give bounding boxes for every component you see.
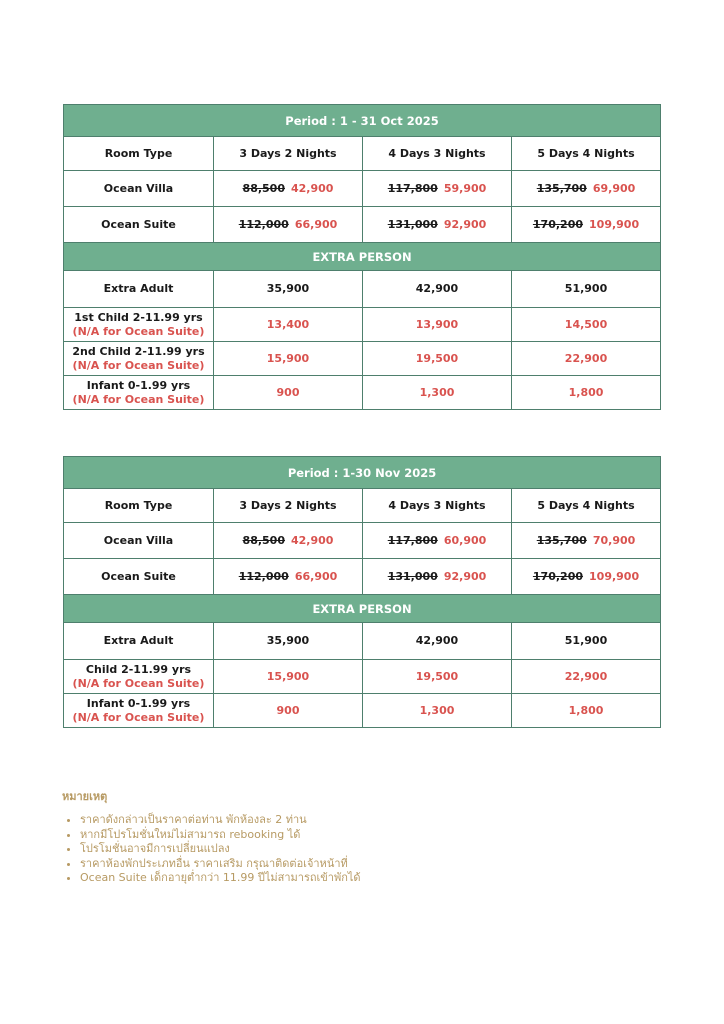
price-cell bbox=[214, 523, 363, 559]
extra-price: 13,400 bbox=[214, 308, 363, 342]
extra-label-text: 2nd Child 2-11.99 yrs bbox=[72, 344, 205, 358]
table-row bbox=[64, 342, 661, 376]
price-cell bbox=[512, 523, 661, 559]
extra-price: 51,900 bbox=[512, 623, 661, 660]
old-price: 117,800 bbox=[387, 533, 438, 547]
extra-label bbox=[64, 694, 214, 728]
extra-price: 13,900 bbox=[363, 308, 512, 342]
promo-price: 60,900 bbox=[443, 533, 487, 547]
table-row bbox=[64, 171, 661, 207]
extra-note: (N/A for Ocean Suite) bbox=[72, 710, 205, 724]
extra-price: 1,800 bbox=[512, 376, 661, 410]
extra-price: 22,900 bbox=[512, 342, 661, 376]
table-row bbox=[64, 207, 661, 243]
price-cell bbox=[363, 523, 512, 559]
extra-price: 900 bbox=[214, 376, 363, 410]
promo-price: 92,900 bbox=[443, 569, 487, 583]
list-item: • Ocean Suite เด็กอายุต่ำกว่า 11.99 ปีไม่สามารถเข้าพักได้ bbox=[80, 871, 662, 886]
column-header: 3 Days 2 Nights bbox=[214, 489, 363, 523]
column-header: 5 Days 4 Nights bbox=[512, 489, 661, 523]
table-row bbox=[64, 271, 661, 308]
extra-price: 22,900 bbox=[512, 660, 661, 694]
column-header: 3 Days 2 Nights bbox=[214, 137, 363, 171]
list-item: • โปรโมชั่นอาจมีการเปลี่ยนแปลง bbox=[80, 842, 662, 857]
old-price: 88,500 bbox=[242, 533, 285, 547]
price-cell bbox=[512, 171, 661, 207]
column-header: 5 Days 4 Nights bbox=[512, 137, 661, 171]
column-header: 4 Days 3 Nights bbox=[363, 137, 512, 171]
room-name: Ocean Villa bbox=[64, 523, 214, 559]
old-price: 131,000 bbox=[387, 217, 438, 231]
old-price: 112,000 bbox=[238, 569, 289, 583]
promo-price: 70,900 bbox=[592, 533, 636, 547]
extra-price: 35,900 bbox=[214, 623, 363, 660]
extra-price: 14,500 bbox=[512, 308, 661, 342]
extra-price: 51,900 bbox=[512, 271, 661, 308]
old-price: 117,800 bbox=[387, 181, 438, 195]
price-cell bbox=[214, 171, 363, 207]
room-name: Ocean Villa bbox=[64, 171, 214, 207]
list-item: • ราคาห้องพักประเภทอื่น ราคาเสริม กรุณาติดต่อเจ้าหน้าที่ bbox=[80, 857, 662, 872]
table-row bbox=[64, 559, 661, 595]
remarks-list bbox=[62, 813, 662, 886]
price-cell bbox=[214, 559, 363, 595]
extra-note: (N/A for Ocean Suite) bbox=[72, 358, 205, 372]
extra-label bbox=[64, 376, 214, 410]
promo-price: 42,900 bbox=[291, 181, 334, 195]
extra-price: 900 bbox=[214, 694, 363, 728]
table-row bbox=[64, 623, 661, 660]
extra-price: 42,900 bbox=[363, 623, 512, 660]
extra-note: (N/A for Ocean Suite) bbox=[72, 676, 205, 690]
table-row bbox=[64, 660, 661, 694]
promo-price: 109,900 bbox=[589, 217, 640, 231]
old-price: 170,200 bbox=[532, 217, 584, 231]
promo-price: 59,900 bbox=[443, 181, 487, 195]
list-item: • ราคาดังกล่าวเป็นราคาต่อท่าน พักห้องละ 2 ท่าน bbox=[80, 813, 662, 828]
extra-person-title: EXTRA PERSON bbox=[64, 243, 661, 271]
promo-price: 66,900 bbox=[294, 217, 338, 231]
extra-price: 35,900 bbox=[214, 271, 363, 308]
table-row bbox=[64, 376, 661, 410]
period-title: Period : 1-30 Nov 2025 bbox=[64, 457, 661, 489]
extra-price: 1,300 bbox=[363, 694, 512, 728]
old-price: 131,000 bbox=[387, 569, 438, 583]
table-row bbox=[64, 308, 661, 342]
extra-label bbox=[64, 342, 214, 376]
old-price: 170,200 bbox=[532, 569, 584, 583]
promo-price: 66,900 bbox=[294, 569, 338, 583]
extra-label bbox=[64, 308, 214, 342]
extra-price: 1,800 bbox=[512, 694, 661, 728]
extra-price: 1,300 bbox=[363, 376, 512, 410]
table-row bbox=[64, 694, 661, 728]
extra-label-text: 1st Child 2-11.99 yrs bbox=[74, 310, 203, 324]
old-price: 112,000 bbox=[238, 217, 289, 231]
extra-price: 19,500 bbox=[363, 660, 512, 694]
price-cell bbox=[363, 207, 512, 243]
extra-label bbox=[64, 660, 214, 694]
price-table-oct bbox=[63, 104, 661, 410]
column-header: Room Type bbox=[64, 489, 214, 523]
extra-price: 19,500 bbox=[363, 342, 512, 376]
extra-price: 15,900 bbox=[214, 342, 363, 376]
table-row bbox=[64, 523, 661, 559]
promo-price: 69,900 bbox=[592, 181, 636, 195]
price-cell bbox=[512, 559, 661, 595]
column-header: 4 Days 3 Nights bbox=[363, 489, 512, 523]
old-price: 135,700 bbox=[536, 181, 587, 195]
extra-price: 42,900 bbox=[363, 271, 512, 308]
remarks-section bbox=[62, 787, 662, 886]
old-price: 135,700 bbox=[536, 533, 587, 547]
price-table-nov bbox=[63, 456, 661, 728]
column-header: Room Type bbox=[64, 137, 214, 171]
extra-label: Extra Adult bbox=[64, 623, 214, 660]
extra-price: 15,900 bbox=[214, 660, 363, 694]
room-name: Ocean Suite bbox=[64, 559, 214, 595]
extra-label-text: Child 2-11.99 yrs bbox=[85, 662, 192, 676]
promo-price: 109,900 bbox=[589, 569, 640, 583]
promo-price: 42,900 bbox=[291, 533, 334, 547]
list-item: • หากมีโปรโมชั่นใหม่ไม่สามารถ rebooking ได้ bbox=[80, 828, 662, 843]
extra-note: (N/A for Ocean Suite) bbox=[72, 392, 205, 406]
room-name: Ocean Suite bbox=[64, 207, 214, 243]
promo-price: 92,900 bbox=[443, 217, 487, 231]
extra-label-text: Infant 0-1.99 yrs bbox=[86, 378, 191, 392]
price-cell bbox=[363, 559, 512, 595]
price-cell bbox=[512, 207, 661, 243]
extra-label: Extra Adult bbox=[64, 271, 214, 308]
price-cell bbox=[214, 207, 363, 243]
extra-note: (N/A for Ocean Suite) bbox=[72, 324, 205, 338]
period-title: Period : 1 - 31 Oct 2025 bbox=[64, 105, 661, 137]
remarks-title: หมายเหตุ bbox=[62, 790, 108, 803]
extra-person-title: EXTRA PERSON bbox=[64, 595, 661, 623]
extra-label-text: Infant 0-1.99 yrs bbox=[86, 696, 191, 710]
old-price: 88,500 bbox=[242, 181, 285, 195]
price-cell bbox=[363, 171, 512, 207]
